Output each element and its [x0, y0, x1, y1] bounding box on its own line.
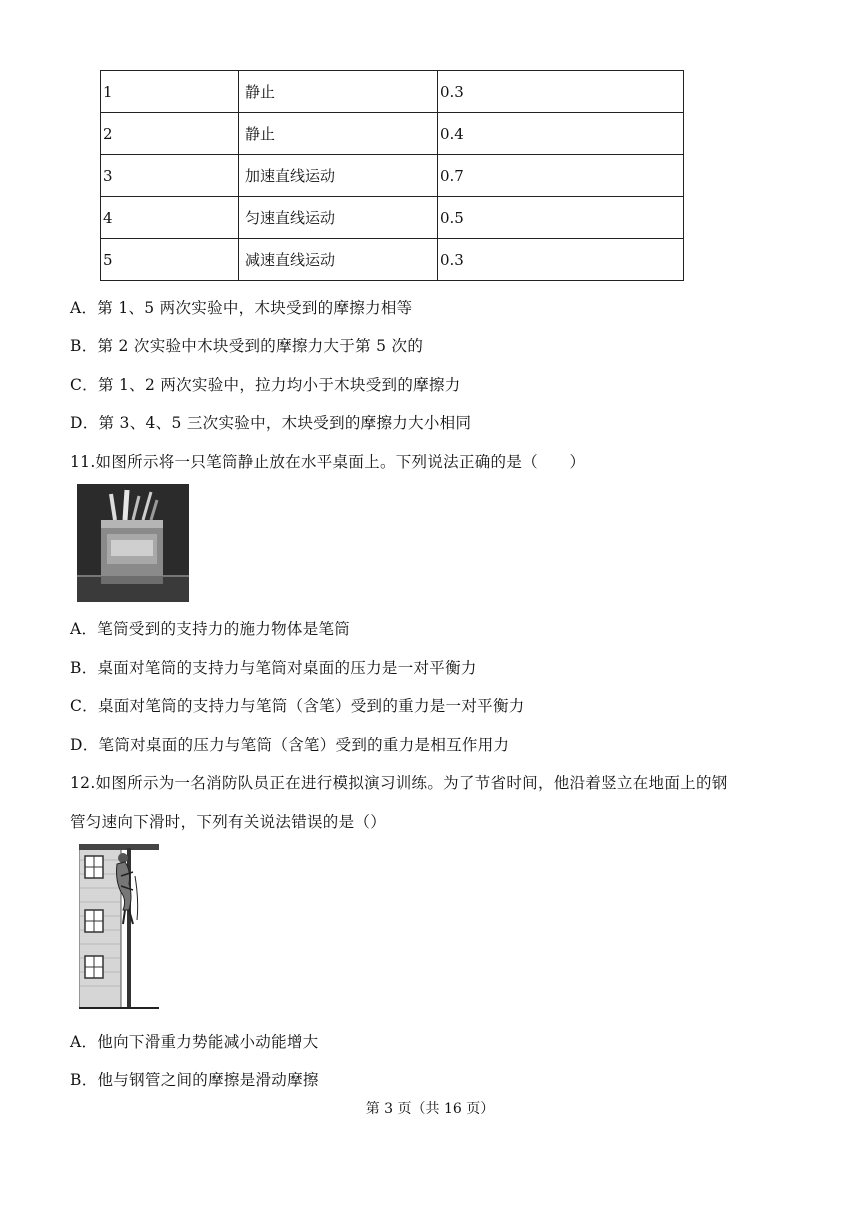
table-cell: 4: [101, 197, 239, 239]
table-cell: 减速直线运动: [239, 239, 438, 281]
q10-option-a: A．第 1、5 两次实验中，木块受到的摩擦力相等: [70, 299, 413, 317]
table-cell: 加速直线运动: [239, 155, 438, 197]
table-cell: 5: [101, 239, 239, 281]
q11-option-a: A．笔筒受到的支持力的施力物体是笔筒: [70, 620, 351, 638]
pen-holder-photo: [77, 484, 189, 602]
table-row: [101, 197, 684, 239]
table-cell: 0.4: [438, 113, 684, 155]
q12-stem-line-1: 12.如图所示为一名消防队员正在进行模拟演习训练。为了节省时间，他沿着竖立在地面上的钢: [70, 774, 728, 792]
q11-option-b: B．桌面对笔筒的支持力与笔筒对桌面的压力是一对平衡力: [70, 659, 477, 677]
table-cell: 匀速直线运动: [239, 197, 438, 239]
table-cell: 0.3: [438, 239, 684, 281]
table-row: [101, 239, 684, 281]
table-cell: 0.7: [438, 155, 684, 197]
q10-option-b: B．第 2 次实验中木块受到的摩擦力大于第 5 次的: [70, 337, 424, 355]
experiment-table: [100, 70, 684, 281]
table-row: [101, 113, 684, 155]
table-cell: 3: [101, 155, 239, 197]
q11-option-c: C．桌面对笔筒的支持力与笔筒（含笔）受到的重力是一对平衡力: [70, 697, 525, 715]
table-cell: 静止: [239, 71, 438, 113]
q10-option-c: C．第 1、2 两次实验中，拉力均小于木块受到的摩擦力: [70, 376, 461, 394]
q12-stem-line-2: 管匀速向下滑时，下列有关说法错误的是（）: [70, 813, 387, 831]
page-footer: 第 3 页（共 16 页）: [365, 1101, 495, 1117]
q11-stem: 11.如图所示将一只笔筒静止放在水平桌面上。下列说法正确的是（ ）: [70, 453, 586, 471]
table-row: [101, 71, 684, 113]
q12-option-a: A．他向下滑重力势能减小动能增大: [70, 1033, 319, 1051]
table-cell: 2: [101, 113, 239, 155]
table-cell: 0.5: [438, 197, 684, 239]
table-cell: 0.3: [438, 71, 684, 113]
q10-option-d: D．第 3、4、5 三次实验中，木块受到的摩擦力大小相同: [70, 414, 472, 432]
table-cell: 静止: [239, 113, 438, 155]
q12-option-b: B．他与钢管之间的摩擦是滑动摩擦: [70, 1071, 319, 1089]
firefighter-drawing: [79, 840, 161, 1010]
table-row: [101, 155, 684, 197]
q11-option-d: D．笔筒对桌面的压力与笔筒（含笔）受到的重力是相互作用力: [70, 736, 510, 754]
table-cell: 1: [101, 71, 239, 113]
